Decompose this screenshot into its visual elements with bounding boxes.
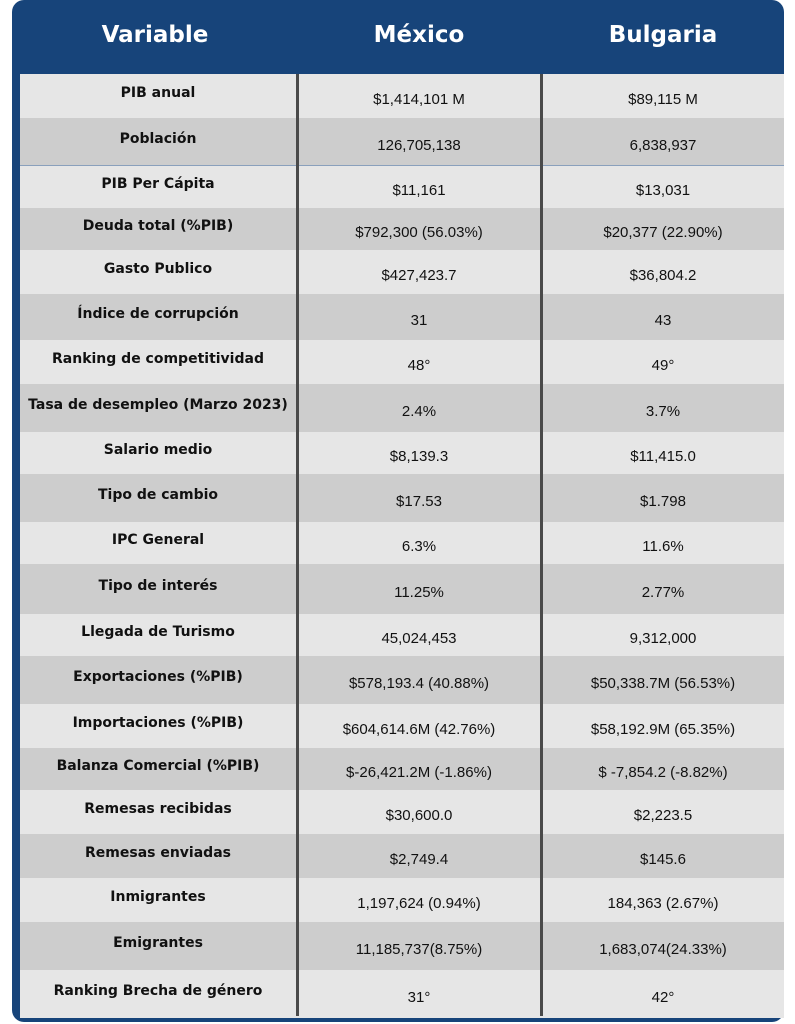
row-mexico-value: $17.53	[396, 492, 442, 510]
column-divider	[540, 74, 543, 1016]
row-variable: Tipo de cambio	[97, 487, 219, 503]
row-variable: Exportaciones (%PIB)	[73, 669, 243, 685]
row-mexico-value: 1,197,624 (0.94%)	[357, 894, 481, 912]
row-variable: Gasto Publico	[103, 261, 213, 277]
row-mexico-value: $11,161	[392, 181, 446, 199]
row-bulgaria-value: $ -7,854.2 (-8.82%)	[598, 763, 728, 781]
row-bulgaria-value: $13,031	[635, 181, 691, 199]
row-bulgaria-value: $20,377 (22.90%)	[603, 223, 723, 241]
row-separator	[20, 165, 784, 166]
table-row	[20, 432, 784, 474]
row-bulgaria-value: 184,363 (2.67%)	[607, 894, 719, 912]
row-bulgaria-value: $11,415.0	[630, 447, 696, 465]
row-mexico-value: $8,139.3	[389, 447, 449, 465]
row-bulgaria-value: 6,838,937	[629, 136, 697, 154]
table-row	[20, 474, 784, 522]
row-mexico-value: 48°	[407, 356, 431, 374]
row-variable: Población	[119, 131, 197, 147]
table-row	[20, 250, 784, 294]
row-mexico-value: $1,414,101 M	[373, 90, 465, 108]
row-bulgaria-value: $2,223.5	[633, 806, 693, 824]
row-mexico-value: $30,600.0	[385, 806, 453, 824]
row-bulgaria-value: 9,312,000	[629, 629, 697, 647]
row-bulgaria-value: $58,192.9M (65.35%)	[590, 720, 736, 738]
row-bulgaria-value: 49°	[651, 356, 675, 374]
table-row	[20, 74, 784, 118]
header-variable: Variable	[101, 22, 209, 48]
row-mexico-value: 6.3%	[401, 537, 437, 555]
table-row	[20, 790, 784, 834]
row-mexico-value: $2,749.4	[389, 850, 449, 868]
table-row	[20, 834, 784, 878]
row-bulgaria-value: $1.798	[640, 492, 686, 510]
row-bulgaria-value: $36,804.2	[629, 266, 697, 284]
header-mexico: México	[373, 22, 465, 48]
table-header	[12, 0, 784, 74]
table-row	[20, 522, 784, 564]
column-divider	[296, 74, 299, 1016]
table-body	[20, 74, 784, 1016]
table-row	[20, 614, 784, 656]
table-row	[20, 294, 784, 340]
table-row	[20, 656, 784, 704]
row-variable: Tasa de desempleo (Marzo 2023)	[28, 397, 288, 413]
row-variable: Emigrantes	[113, 935, 203, 951]
row-mexico-value: $792,300 (56.03%)	[355, 223, 483, 241]
row-variable: Tipo de interés	[98, 578, 218, 594]
table-row	[20, 208, 784, 250]
table-row	[20, 970, 784, 1018]
row-bulgaria-value: 11.6%	[642, 537, 684, 555]
row-variable: PIB Per Cápita	[101, 176, 215, 192]
row-bulgaria-value: 43	[654, 311, 672, 329]
row-mexico-value: 11.25%	[394, 583, 444, 601]
row-mexico-value: 2.4%	[401, 402, 437, 420]
row-variable: IPC General	[111, 532, 205, 548]
row-variable: PIB anual	[120, 85, 196, 101]
row-mexico-value: 11,185,737(8.75%)	[355, 940, 483, 958]
row-bulgaria-value: 3.7%	[645, 402, 681, 420]
row-variable: Índice de corrupción	[77, 306, 239, 322]
table-row	[20, 878, 784, 922]
row-variable: Llegada de Turismo	[81, 624, 235, 640]
table-row	[20, 704, 784, 748]
row-variable: Remesas recibidas	[84, 801, 232, 817]
row-variable: Deuda total (%PIB)	[82, 218, 234, 234]
row-mexico-value: 45,024,453	[381, 629, 457, 647]
row-variable: Remesas enviadas	[85, 845, 231, 861]
row-bulgaria-value: 1,683,074(24.33%)	[599, 940, 727, 958]
table-row	[20, 922, 784, 970]
row-bulgaria-value: 42°	[651, 988, 675, 1006]
row-variable: Inmigrantes	[110, 889, 206, 905]
table-row	[20, 118, 784, 166]
table-row	[20, 564, 784, 614]
row-mexico-value: 126,705,138	[377, 136, 461, 154]
table-row	[20, 384, 784, 432]
row-bulgaria-value: $145.6	[640, 850, 686, 868]
row-variable: Ranking de competitividad	[52, 351, 264, 367]
row-mexico-value: $-26,421.2M (-1.86%)	[346, 763, 492, 781]
row-mexico-value: $427,423.7	[381, 266, 457, 284]
row-variable: Importaciones (%PIB)	[72, 715, 244, 731]
row-mexico-value: $578,193.4 (40.88%)	[348, 674, 490, 692]
row-bulgaria-value: 2.77%	[641, 583, 685, 601]
table-row	[20, 340, 784, 384]
row-mexico-value: 31	[410, 311, 428, 329]
table-row	[20, 748, 784, 790]
row-bulgaria-value: $50,338.7M (56.53%)	[590, 674, 736, 692]
row-variable: Salario medio	[103, 442, 213, 458]
table-row	[20, 166, 784, 208]
row-bulgaria-value: $89,115 M	[628, 90, 698, 108]
row-mexico-value: $604,614.6M (42.76%)	[342, 720, 496, 738]
row-variable: Ranking Brecha de género	[53, 983, 263, 999]
header-bulgaria: Bulgaria	[608, 22, 718, 48]
row-variable: Balanza Comercial (%PIB)	[56, 758, 260, 774]
row-mexico-value: 31°	[407, 988, 431, 1006]
